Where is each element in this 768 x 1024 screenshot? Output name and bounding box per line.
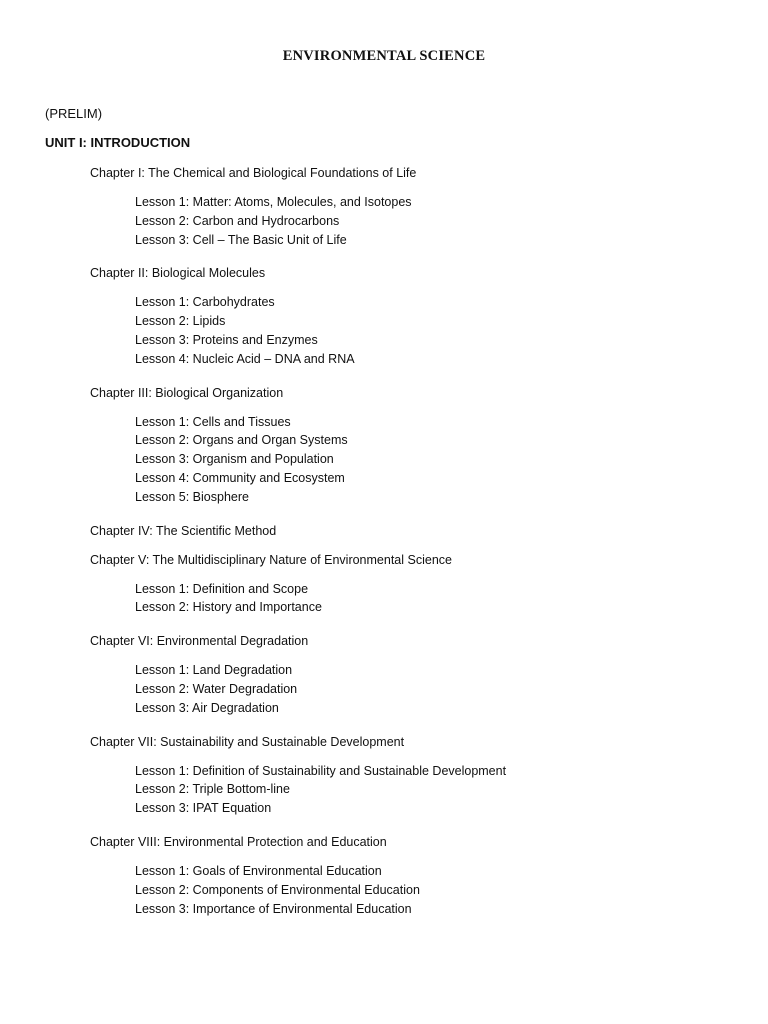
lesson-list	[135, 661, 730, 717]
chapter-6	[90, 632, 730, 717]
chapter-title: Chapter V: The Multidisciplinary Nature of Environmental Science	[90, 552, 452, 567]
lesson-item: Lesson 4: Community and Ecosystem	[135, 470, 345, 485]
chapter-title: Chapter I: The Chemical and Biological Foundations of Life	[90, 166, 417, 180]
chapter-2	[90, 264, 730, 368]
chapter-title: Chapter VI: Environmental Degradation	[90, 634, 309, 649]
lesson-item: Lesson 2: Carbon and Hydrocarbons	[135, 213, 340, 228]
chapter-8	[90, 833, 730, 918]
lesson-item: Lesson 2: History and Importance	[135, 600, 322, 615]
lesson-list	[135, 413, 730, 507]
lesson-item: Lesson 2: Water Degradation	[135, 681, 298, 696]
chapter-title: Chapter II: Biological Molecules	[90, 266, 266, 281]
lesson-item: Lesson 1: Definition and Scope	[135, 581, 309, 596]
lesson-item: Lesson 1: Definition of Sustainability and Sustainable Development	[135, 763, 507, 778]
lesson-item: Lesson 2: Organs and Organ Systems	[135, 433, 348, 448]
lesson-item: Lesson 3: Cell – The Basic Unit of Life	[135, 232, 347, 247]
chapter-title: Chapter VII: Sustainability and Sustainable Development	[90, 734, 405, 749]
term-label: (PRELIM)	[45, 106, 103, 121]
unit-heading: UNIT I: INTRODUCTION	[45, 135, 191, 150]
chapter-title: Chapter III: Biological Organization	[90, 385, 284, 400]
lesson-item: Lesson 2: Components of Environmental Education	[135, 882, 420, 897]
chapter-4	[90, 522, 730, 540]
chapter-list	[90, 164, 730, 933]
lesson-item: Lesson 2: Lipids	[135, 314, 226, 329]
document-title: ENVIRONMENTAL SCIENCE	[282, 48, 486, 64]
lesson-item: Lesson 3: Importance of Environmental Education	[135, 901, 412, 916]
lesson-item: Lesson 1: Cells and Tissues	[135, 414, 291, 429]
lesson-item: Lesson 4: Nucleic Acid – DNA and RNA	[135, 351, 355, 366]
lesson-list	[135, 862, 730, 918]
chapter-1	[90, 164, 730, 249]
lesson-item: Lesson 3: Air Degradation	[135, 700, 279, 715]
lesson-item: Lesson 3: IPAT Equation	[135, 801, 272, 816]
lesson-item: Lesson 1: Carbohydrates	[135, 295, 275, 310]
lesson-list	[135, 193, 730, 249]
lesson-item: Lesson 1: Goals of Environmental Education	[135, 863, 382, 878]
lesson-item: Lesson 5: Biosphere	[135, 489, 249, 504]
chapter-title: Chapter VIII: Environmental Protection and Education	[90, 834, 387, 849]
chapter-5	[90, 551, 730, 618]
chapter-7	[90, 733, 730, 818]
lesson-item: Lesson 3: Proteins and Enzymes	[135, 332, 318, 347]
lesson-list	[135, 293, 730, 368]
lesson-item: Lesson 2: Triple Bottom-line	[135, 782, 290, 797]
chapter-3	[90, 384, 730, 507]
lesson-item: Lesson 1: Land Degradation	[135, 663, 293, 678]
lesson-item: Lesson 1: Matter: Atoms, Molecules, and Isotopes	[135, 195, 412, 209]
lesson-item: Lesson 3: Organism and Population	[135, 452, 334, 467]
lesson-list	[135, 762, 730, 818]
chapter-title: Chapter IV: The Scientific Method	[90, 523, 277, 538]
lesson-list	[135, 580, 730, 618]
